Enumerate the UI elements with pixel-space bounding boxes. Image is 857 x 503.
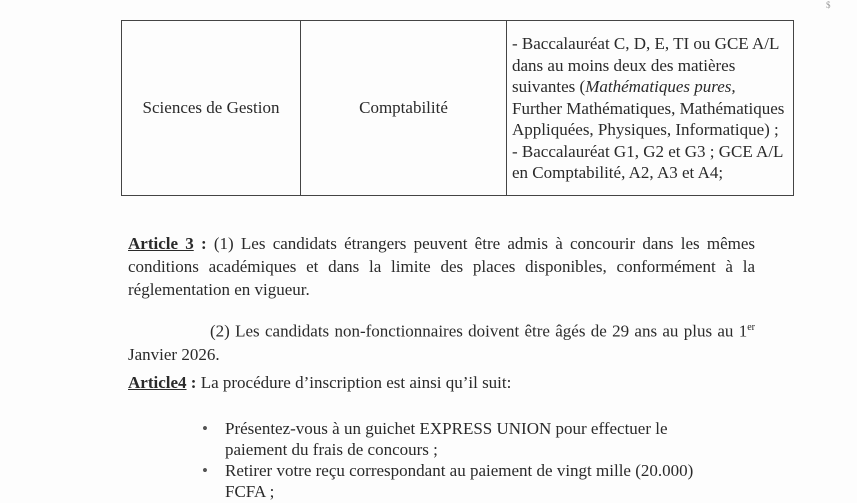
date-end: Janvier 2026. bbox=[128, 344, 220, 364]
day-sup: er bbox=[747, 322, 756, 333]
article-3-text: (1) Les candidats étrangers peuvent être admis à concourir dans les mêmes conditions académiques et dans la limite des places disponibles, conformément à la réglementation en vigueur. bbox=[128, 234, 755, 299]
sep: : bbox=[186, 373, 201, 392]
req-text: - Baccalauréat C, D, E, TI ou GCE A/L dans au moins deux des matières suivantes ( bbox=[512, 34, 779, 97]
procedure-list bbox=[200, 418, 720, 502]
article-3-p2-text: (2) Les candidats non-fonctionnaires doivent être âgés de 29 ans au plus au bbox=[210, 321, 734, 341]
scan-mark: $ bbox=[826, 0, 831, 10]
speciality-cell: Comptabilité bbox=[301, 21, 507, 196]
article-3-p1 bbox=[128, 232, 755, 301]
requirements-table bbox=[121, 20, 794, 196]
list-item: • Retirer votre reçu correspondant au paiement de vingt mille (20.000) FCFA ; bbox=[200, 460, 720, 502]
requirements-cell bbox=[507, 21, 794, 196]
list-item: • Présentez-vous à un guichet EXPRESS UNION pour effectuer le paiement du frais de concours ; bbox=[200, 418, 720, 460]
article-4-intro bbox=[128, 371, 755, 394]
article-3-p2 bbox=[128, 316, 755, 366]
domain-cell: Sciences de Gestion bbox=[122, 21, 301, 196]
sep: : bbox=[193, 234, 214, 253]
req-text: Further Mathématiques, Mathématiques Appliquées, Physiques, Informatique) ; bbox=[512, 98, 785, 140]
req-text: - Baccalauréat G1, G2 et G3 ; GCE A/L en Comptabilité, A2, A3 et A4; bbox=[512, 141, 783, 183]
article-3-label: Article 3 bbox=[128, 234, 194, 253]
req-text-italic: Mathématiques pures, bbox=[585, 77, 736, 97]
table-row bbox=[122, 21, 794, 196]
article-4-label: Article4 bbox=[128, 373, 187, 392]
day: 1 bbox=[738, 321, 748, 341]
article-4-text: La procédure d’inscription est ainsi qu’il suit: bbox=[200, 373, 512, 392]
